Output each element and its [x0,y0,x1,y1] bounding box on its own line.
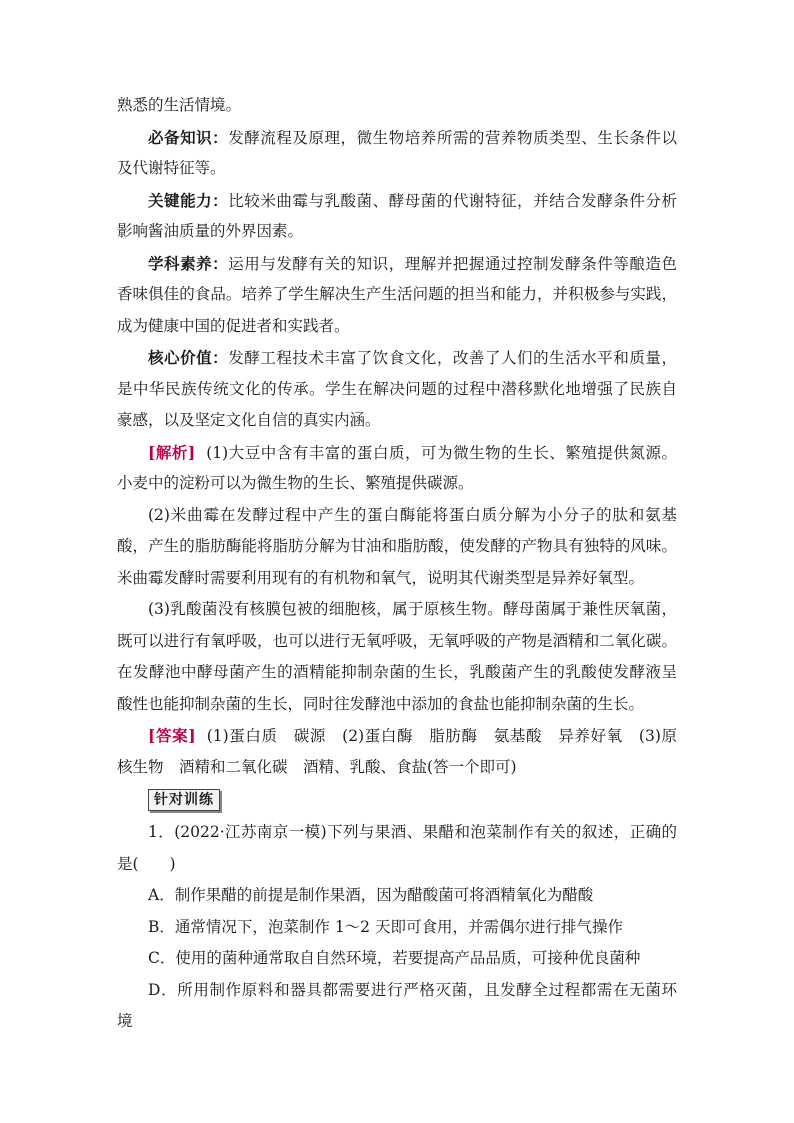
analysis-line-5: 米曲霉发酵时需要利用现有的有机物和氧气，说明其代谢类型是异养好氧型。 [117,568,645,587]
value-line-2: 是中华民族传统文化的传承。学生在解决问题的过程中潜移默化地增强了民族自 [117,379,677,398]
analysis-line-1: [解析] (1)大豆中含有丰富的蛋白质，可为微生物的生长、繁殖提供氮源。 [148,442,677,462]
knowledge-label: 必备知识： [148,127,229,147]
analysis-line-9: 酸性也能抑制杂菌的生长，同时往发酵池中添加的食盐也能抑制杂菌的生长。 [117,694,645,713]
knowledge-line-1: 必备知识：发酵流程及原理，微生物培养所需的营养物质类型、生长条件以 [148,127,677,147]
option-d-line-2: 境 [117,1012,133,1030]
analysis-line-4: 酸，产生的脂肪酶能将脂肪分解为甘油和脂肪酸，使发酵的产物具有独特的风味。 [117,537,677,555]
literacy-line-2: 香味俱佳的食品。培养了学生解决生产生活问题的担当和能力，并积极参与实践， [117,285,677,303]
analysis-line-8: 在发酵池中酵母菌产生的酒精能抑制杂菌的生长，乳酸菌产生的乳酸使发酵液呈 [117,663,677,681]
answer-tag: [答案] [148,726,196,745]
answer-line-2: 核生物 酒精和二氧化碳 酒精、乳酸、食盐(答一个即可) [117,757,517,776]
literacy-label: 学科素养： [148,253,229,273]
document-page [117,90,677,1038]
practice-label: 针对训练 [148,789,220,811]
option-c: C．使用的菌种通常取自自然环境，若要提高产品品质，可接种优良菌种 [148,949,641,967]
ability-line-2: 影响酱油质量的外界因素。 [117,222,304,240]
option-b: B．通常情况下，泡菜制作 1～2 天即可食用，并需偶尔进行排气操作 [148,917,623,936]
ability-label: 关键能力： [148,190,229,210]
analysis-line-2: 小麦中的淀粉可以为微生物的生长、繁殖提供碳源。 [117,474,474,492]
literacy-line-1: 学科素养：运用与发酵有关的知识，理解并把握通过控制发酵条件等酿造色 [148,253,677,273]
literacy-line-3: 成为健康中国的促进者和实践者。 [117,316,350,335]
option-d: D．所用制作原料和器具都需要进行严格灭菌，且发酵全过程都需在无菌环 [148,980,677,999]
analysis-line-3: (2)米曲霉在发酵过程中产生的蛋白酶能将蛋白质分解为小分子的肽和氨基 [148,505,677,524]
option-a: A．制作果醋的前提是制作果酒，因为醋酸菌可将酒精氧化为醋酸 [148,886,594,904]
analysis-line-6: (3)乳酸菌没有核膜包被的细胞核，属于原核生物。酵母菌属于兼性厌氧菌， [148,600,677,618]
analysis-line-7: 既可以进行有氧呼吸，也可以进行无氧呼吸，无氧呼吸的产物是酒精和二氧化碳。 [117,631,677,650]
value-label: 核心价值： [148,348,229,367]
answer-line-1: [答案] (1)蛋白质 碳源 (2)蛋白酶 脂肪酶 氨基酸 异养好氧 (3)原 [148,726,678,745]
practice-header [117,783,677,817]
question-line-1: 1．(2022·江苏南京一模)下列与果酒、果醋和泡菜制作有关的叙述，正确的 [148,823,677,841]
question-line-2: 是( ) [117,854,176,873]
analysis-tag: [解析] [148,442,196,462]
ability-line-1: 关键能力：比较米曲霉与乳酸菌、酵母菌的代谢特征，并结合发酵条件分析 [148,190,677,210]
value-line-1: 核心价值：发酵工程技术丰富了饮食文化，改善了人们的生活水平和质量， [148,348,677,367]
intro-tail: 熟悉的生活情境。 [117,96,242,114]
knowledge-line-2: 及代谢特征等。 [117,159,226,177]
value-line-3: 豪感，以及坚定文化自信的真实内涵。 [117,411,381,429]
